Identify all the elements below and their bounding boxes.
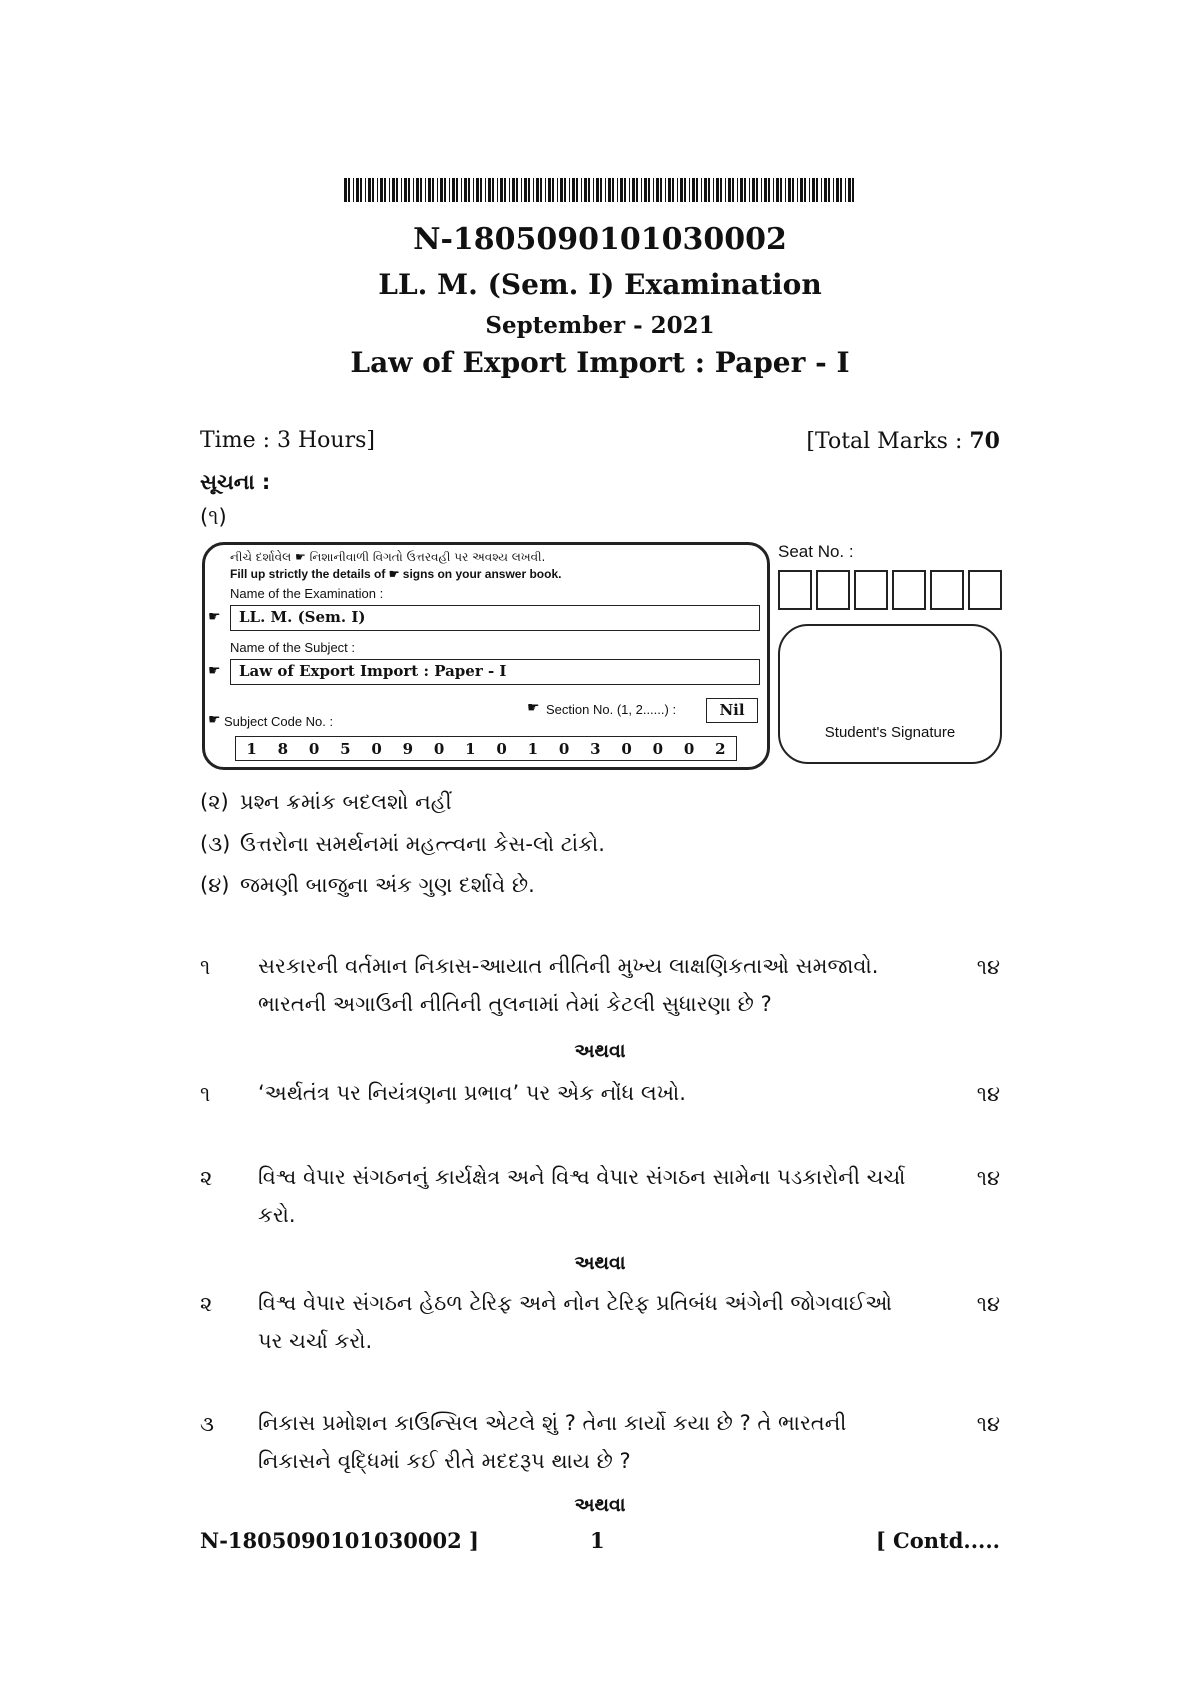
pointing-hand-icon: ☛ (208, 663, 221, 679)
barcode-bar (560, 178, 563, 202)
barcode-bar (840, 178, 842, 202)
barcode-bar (816, 178, 818, 202)
barcode-bar (696, 178, 698, 202)
question-number: ૩ (200, 1412, 214, 1436)
barcode-bar (488, 178, 491, 202)
barcode-bar (408, 178, 410, 202)
subject-code-digit: 0 (371, 739, 382, 758)
barcode-bar (636, 178, 638, 202)
instruction-text: ઉત્તરોના સમર્થનમાં મહત્ત્વના કેસ-લો ટાંકો. (240, 832, 605, 856)
barcode-bar (449, 178, 450, 202)
barcode-bar (828, 178, 830, 202)
page-number: 1 (590, 1528, 605, 1553)
barcode (344, 178, 862, 208)
barcode-bar (356, 178, 359, 202)
or-divider: અથવા (574, 1040, 626, 1062)
barcode-bar (728, 178, 731, 202)
barcode-bar (485, 178, 486, 202)
barcode-bar (632, 178, 635, 202)
barcode-bar (620, 178, 623, 202)
barcode-bar (581, 178, 582, 202)
barcode-bar (480, 178, 482, 202)
subject-code-digit: 0 (496, 739, 507, 758)
barcode-bar (785, 178, 786, 202)
barcode-bar (461, 178, 462, 202)
barcode-bar (744, 178, 746, 202)
barcode-bar (761, 178, 762, 202)
barcode-bar (509, 178, 510, 202)
question-number: ૧ (200, 955, 211, 979)
barcode-bar (396, 178, 398, 202)
barcode-bar (548, 178, 551, 202)
instruction-item (200, 790, 452, 815)
subject-code-digit: 0 (433, 739, 445, 758)
barcode-bar (377, 178, 378, 202)
barcode-bar (576, 178, 578, 202)
barcode-bar (536, 178, 539, 202)
barcode-bar (596, 178, 599, 202)
barcode-bar (552, 178, 554, 202)
barcode-bar (545, 178, 546, 202)
exam-name-label: Name of the Examination : (230, 586, 384, 601)
barcode-bar (440, 178, 443, 202)
barcode-bar (752, 178, 755, 202)
barcode-bar (608, 178, 611, 202)
barcode-bar (533, 178, 534, 202)
barcode-bar (524, 178, 527, 202)
barcode-bar (848, 178, 851, 202)
instruction-number: (૩) (200, 832, 231, 856)
exam-month: September - 2021 (485, 312, 715, 339)
subject-code-digit: 0 (621, 739, 632, 758)
barcode-bar (425, 178, 426, 202)
barcode-bar (624, 178, 626, 202)
barcode-bar (372, 178, 374, 202)
barcode-bar (437, 178, 438, 202)
subject-code-digit: 2 (715, 739, 726, 758)
barcode-bar (689, 178, 690, 202)
barcode-bar (605, 178, 606, 202)
total-marks-value: 70 (969, 428, 1000, 454)
barcode-bar (644, 178, 647, 202)
barcode-bar (360, 178, 362, 202)
question-text: વિશ્વ વેપાર સંગઠનનું કાર્યક્ષેત્ર અને વિશ્વ વેપાર સંગઠન સામેના પડકારોની ચર્ચા કરો. (258, 1165, 906, 1227)
seat-box (968, 570, 1002, 610)
section-number-field: Nil (706, 698, 758, 723)
barcode-bar (432, 178, 434, 202)
barcode-bar (672, 178, 674, 202)
barcode-bar (780, 178, 782, 202)
barcode-bar (392, 178, 395, 202)
barcode-bar (804, 178, 806, 202)
footer-paper-code: N-1805090101030002 ] (200, 1528, 479, 1553)
barcode-bar (660, 178, 662, 202)
barcode-bar (836, 178, 839, 202)
signature-box (778, 624, 1002, 764)
barcode-bar (617, 178, 618, 202)
section-number-label: Section No. (1, 2......) : (546, 702, 677, 717)
barcode-bar (464, 178, 467, 202)
form-hint-gujarati: નીચે દર્શાવેલ ☛ નિશાનીવાળી વિગતો ઉત્તરવહી પર અવશ્ય લખવી. (230, 550, 546, 564)
barcode-bar (653, 178, 654, 202)
barcode-bar (668, 178, 671, 202)
question-text: વિશ્વ વેપાર સંગઠન હેઠળ ટેરિફ અને નોન ટેરિફ પ્રતિબંધ અંગેની જોગવાઈઓ પર ચર્ચા કરો. (258, 1291, 892, 1353)
instruction-number-1: (૧) (200, 505, 227, 529)
barcode-ticks (344, 206, 862, 214)
question-number: ૨ (200, 1292, 213, 1316)
barcode-bar (656, 178, 659, 202)
barcode-bar (416, 178, 419, 202)
barcode-bar (584, 178, 587, 202)
question-marks: ૧૪ (976, 1292, 1000, 1316)
barcode-bar (641, 178, 642, 202)
barcode-bar (588, 178, 590, 202)
barcode-bar (452, 178, 455, 202)
subject-code-digit: 0 (683, 739, 695, 758)
barcode-bar (701, 178, 702, 202)
subject-code-digit: 9 (402, 739, 414, 758)
or-divider: અથવા (574, 1494, 626, 1516)
barcode-bar (353, 178, 354, 202)
seat-box (854, 570, 888, 610)
question-text: સરકારની વર્તમાન નિકાસ-આયાત નીતિની મુખ્ય લાક્ષણિકતાઓ સમજાવો. ભારતની અગાઉની નીતિની તુલનામાં તેમાં કેટલી સુધારણા છે ? (258, 954, 879, 1016)
barcode-bar (516, 178, 518, 202)
barcode-bar (593, 178, 594, 202)
question-number: ૧ (200, 1082, 211, 1106)
barcode-bar (737, 178, 738, 202)
instructions-heading: સૂચના : (200, 470, 271, 494)
pointing-hand-icon: ☛ (208, 609, 221, 625)
subject-name-label: Name of the Subject : (230, 640, 356, 655)
instruction-item (200, 832, 605, 857)
barcode-bar (468, 178, 470, 202)
total-marks-label: [Total Marks : (806, 429, 970, 454)
barcode-bar (404, 178, 407, 202)
question-marks: ૧૪ (976, 1412, 1000, 1436)
subject-code-digit: 1 (246, 739, 257, 758)
barcode-bar (476, 178, 479, 202)
barcode-bar (708, 178, 710, 202)
subject-code-digit: 0 (558, 739, 570, 758)
barcode-bar (572, 178, 575, 202)
barcode-bar (384, 178, 386, 202)
barcode-bar (389, 178, 390, 202)
barcode-bar (564, 178, 566, 202)
seat-box (930, 570, 964, 610)
barcode-bar (456, 178, 458, 202)
barcode-bar (812, 178, 815, 202)
subject-code-digit: 1 (527, 739, 539, 758)
subject-code-digit: 5 (340, 739, 351, 758)
barcode-bar (833, 178, 834, 202)
exam-name-field: LL. M. (Sem. I) (230, 605, 760, 631)
subject-code-field (235, 736, 737, 761)
barcode-bar (677, 178, 678, 202)
signature-label: Student's Signature (824, 724, 956, 741)
continued-label: [ Contd..... (875, 1528, 1000, 1553)
barcode-bar (797, 178, 798, 202)
barcode-bar (713, 178, 714, 202)
question-marks: ૧૪ (976, 1166, 1000, 1190)
barcode-bar (473, 178, 474, 202)
barcode-bar (716, 178, 719, 202)
barcode-bar (725, 178, 726, 202)
barcode-bar (821, 178, 822, 202)
barcode-bar (344, 178, 347, 202)
question-number: ૨ (200, 1166, 213, 1190)
exam-title: LL. M. (Sem. I) Examination (378, 268, 822, 301)
form-hint-english: Fill up strictly the details of ☛ signs on your answer book. (230, 567, 562, 581)
barcode-bar (420, 178, 422, 202)
time-allowed: Time : 3 Hours] (200, 428, 375, 453)
seat-box (816, 570, 850, 610)
barcode-bar (704, 178, 707, 202)
barcode-bar (665, 178, 666, 202)
barcode-bar (380, 178, 383, 202)
barcode-bar (557, 178, 558, 202)
barcode-bar (776, 178, 779, 202)
barcode-bar (692, 178, 695, 202)
barcode-bar (365, 178, 366, 202)
seat-number-label: Seat No. : (778, 542, 854, 561)
barcode-bar (348, 178, 350, 202)
subject-code-digit: 8 (277, 739, 289, 758)
instruction-text: પ્રશ્ન ક્રમાંક બદલશો નહીં (240, 790, 452, 814)
barcode-bar (768, 178, 770, 202)
barcode-bar (756, 178, 758, 202)
barcode-bar (521, 178, 522, 202)
barcode-bar (428, 178, 431, 202)
pointing-hand-icon: ☛ (208, 712, 221, 728)
seat-box (778, 570, 812, 610)
barcode-bar (504, 178, 506, 202)
paper-code: N-1805090101030002 (413, 222, 787, 257)
barcode-bar (764, 178, 767, 202)
barcode-bar (824, 178, 827, 202)
barcode-bar (569, 178, 570, 202)
question-marks: ૧૪ (976, 955, 1000, 979)
barcode-bar (773, 178, 774, 202)
barcode-bar (684, 178, 686, 202)
question-text: ‘અર્થતંત્ર પર નિયંત્રણના પ્રભાવ’ પર એક નોંધ લખો. (258, 1081, 686, 1105)
question-text: નિકાસ પ્રમોશન કાઉન્સિલ એટલે શું ? તેના કાર્યો કયા છે ? તે ભારતની નિકાસને વૃદ્ધિમાં કઈ રીતે મદદરૂપ થાય છે ? (258, 1411, 847, 1473)
instruction-text: જમણી બાજુના અંક ગુણ દર્શાવે છે. (240, 873, 535, 897)
barcode-bar (413, 178, 414, 202)
barcode-bar (749, 178, 750, 202)
barcode-bar (788, 178, 791, 202)
barcode-bar (732, 178, 734, 202)
barcode-bar (492, 178, 494, 202)
instruction-item (200, 873, 535, 898)
seat-box (892, 570, 926, 610)
subject-code-digit: 1 (465, 739, 476, 758)
barcode-bar (680, 178, 683, 202)
barcode-bar (648, 178, 650, 202)
subject-code-digit: 0 (652, 739, 664, 758)
seat-number-boxes (778, 570, 1006, 610)
instruction-number: (૪) (200, 873, 230, 897)
subject-code-digit: 0 (308, 739, 320, 758)
barcode-bar (444, 178, 446, 202)
question-marks: ૧૪ (976, 1082, 1000, 1106)
barcode-bar (852, 178, 854, 202)
barcode-bar (368, 178, 371, 202)
subject-title: Law of Export Import : Paper - I (350, 346, 850, 379)
instruction-number: (૨) (200, 790, 229, 814)
total-marks (806, 428, 1000, 454)
barcode-bar (792, 178, 794, 202)
barcode-bar (497, 178, 498, 202)
or-divider: અથવા (574, 1252, 626, 1274)
subject-code-label: Subject Code No. : (224, 714, 334, 729)
barcode-bar (809, 178, 810, 202)
barcode-bar (500, 178, 503, 202)
barcode-bar (629, 178, 630, 202)
barcode-bar (845, 178, 846, 202)
barcode-bar (528, 178, 530, 202)
subject-code-digit: 3 (590, 739, 601, 758)
barcode-bar (800, 178, 803, 202)
barcode-bar (401, 178, 402, 202)
subject-name-field: Law of Export Import : Paper - I (230, 659, 760, 685)
barcode-bar (720, 178, 722, 202)
barcode-bar (512, 178, 515, 202)
barcode-bar (600, 178, 602, 202)
barcode-bar (740, 178, 743, 202)
barcode-bar (540, 178, 542, 202)
barcode-bar (612, 178, 614, 202)
pointing-hand-icon: ☛ (527, 700, 540, 716)
